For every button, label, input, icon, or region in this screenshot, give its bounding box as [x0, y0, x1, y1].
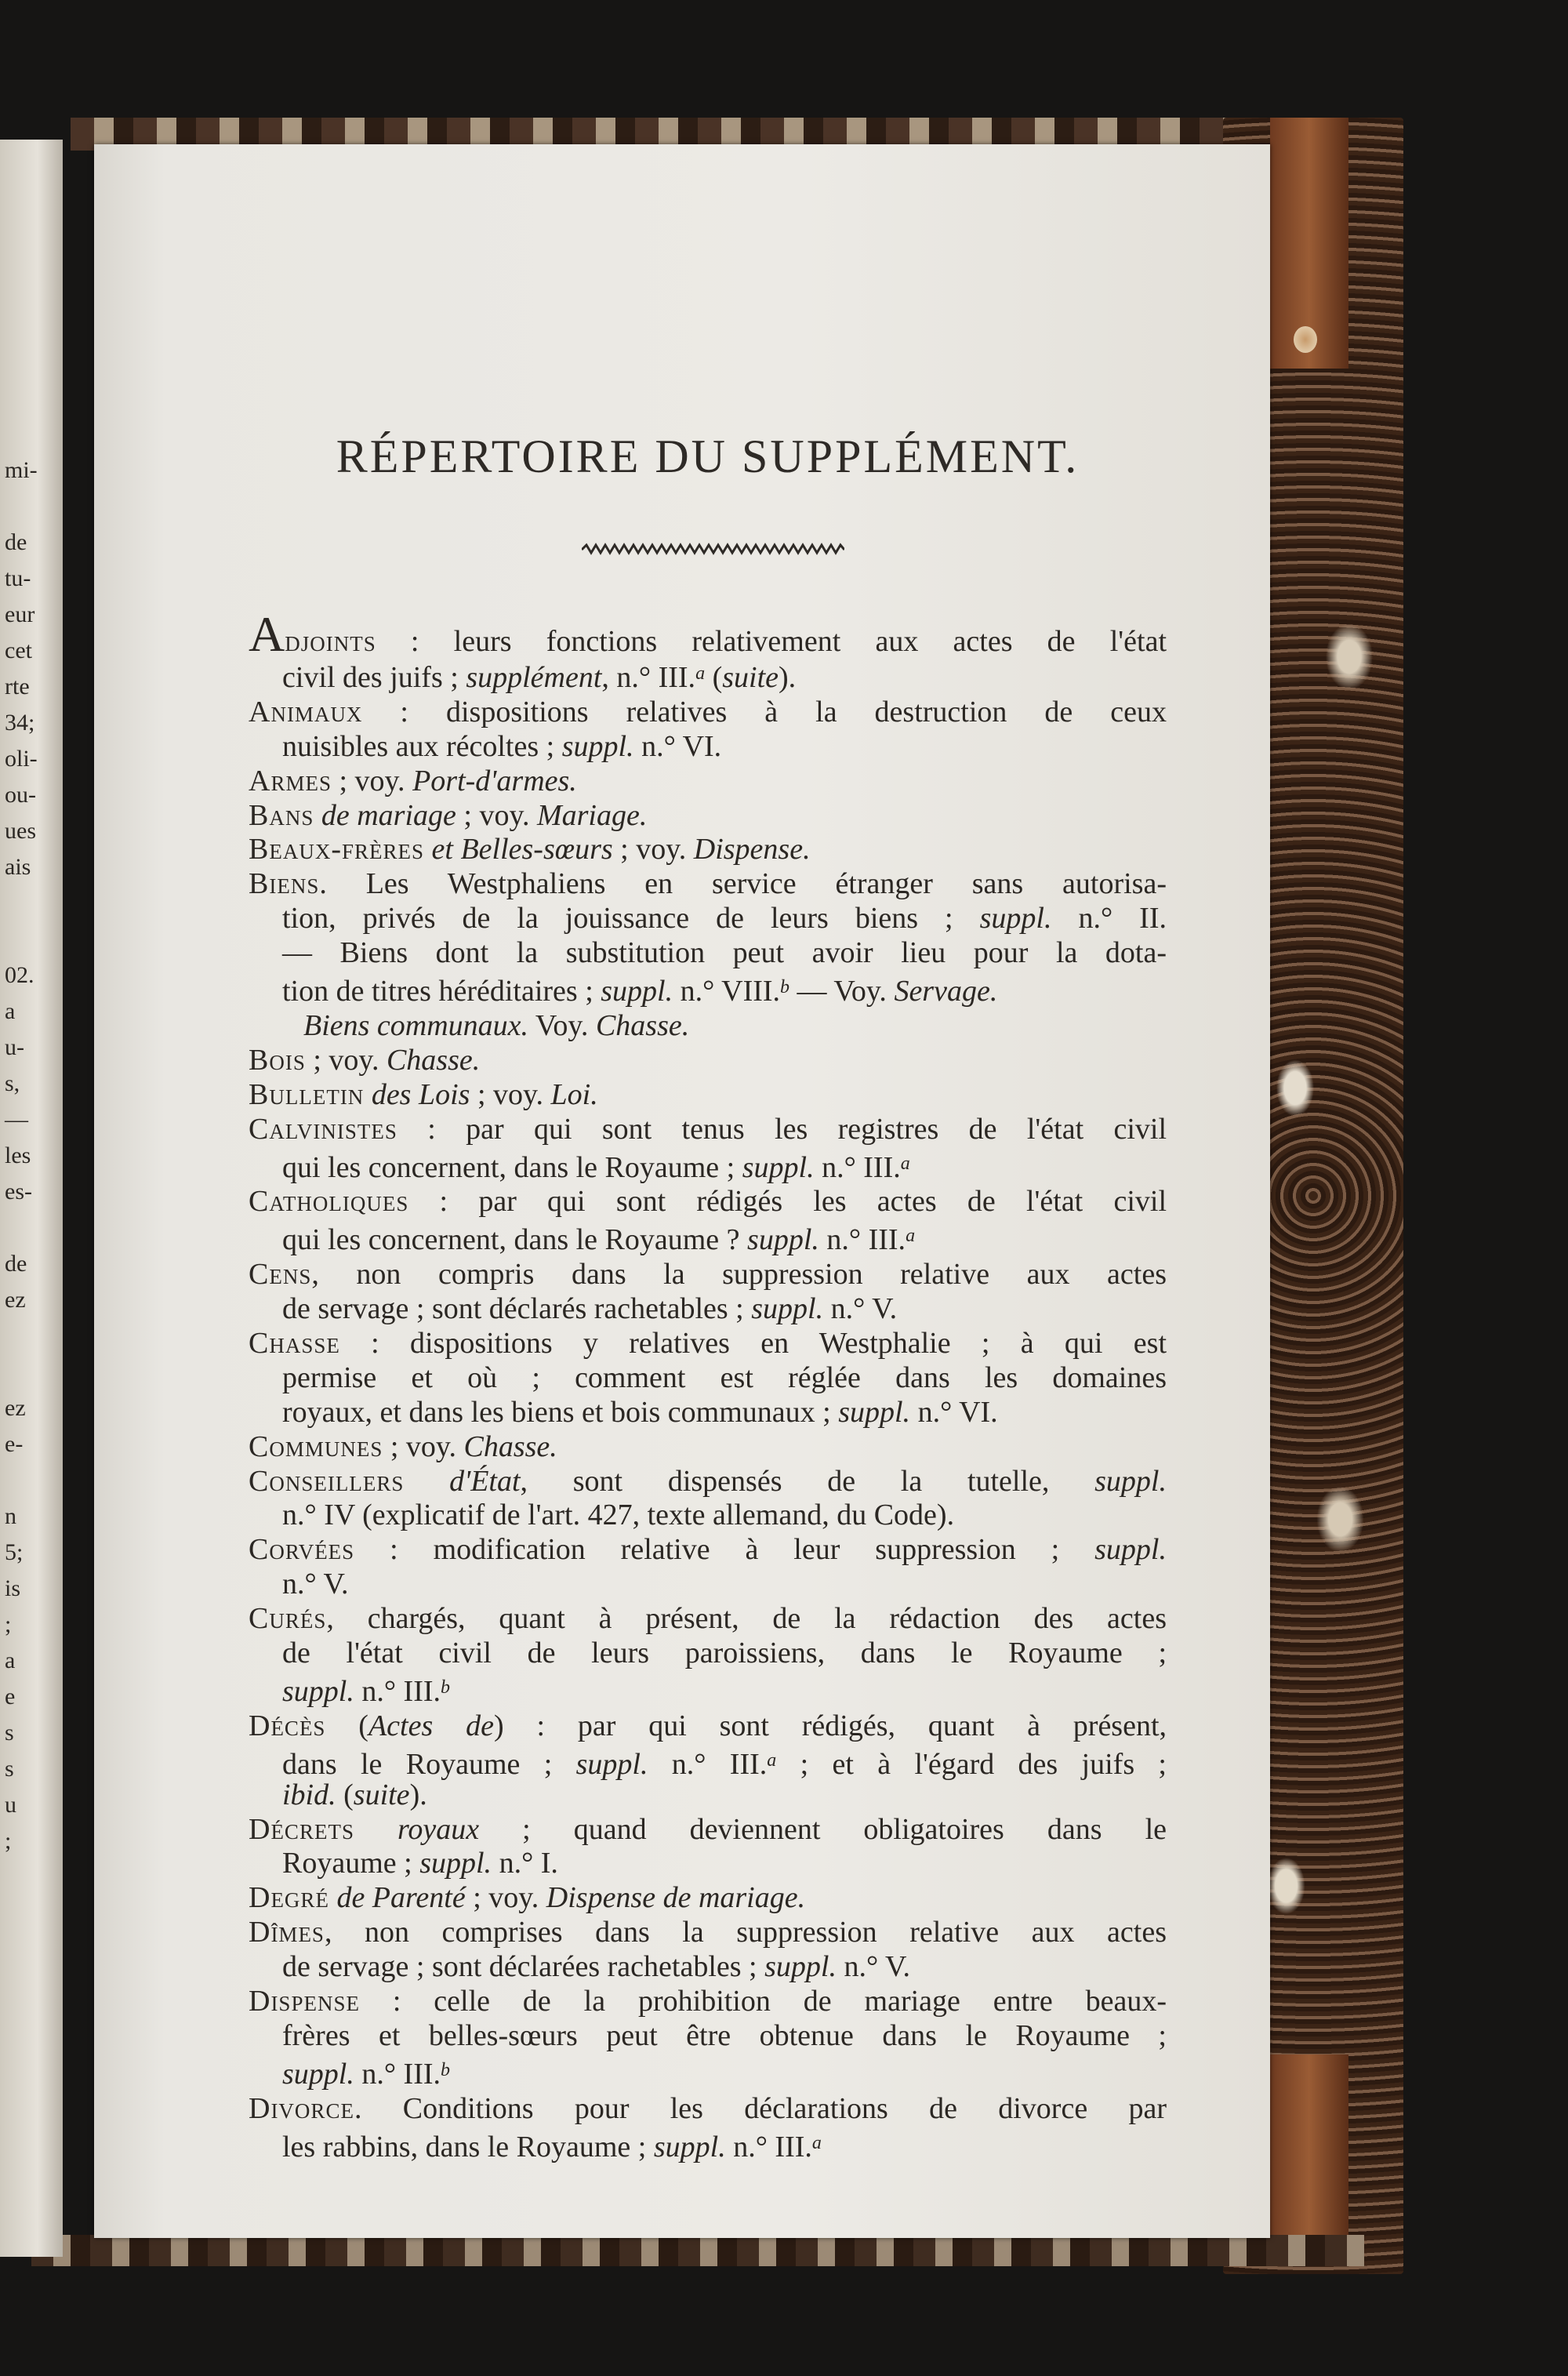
index-entry: [249, 1881, 1167, 1916]
index-entry: [249, 1258, 1167, 1327]
entry-text: des Lois: [364, 1077, 470, 1111]
entry-line: [249, 902, 1167, 936]
entry-text: a: [767, 1749, 777, 1771]
entry-text: qui les concernent, dans le Royaume ?: [282, 1223, 748, 1257]
entry-text: Port-d'armes.: [412, 764, 577, 797]
entry-text: Loi.: [550, 1077, 598, 1111]
entry-text: n.° III.: [814, 1150, 901, 1184]
entry-text: : dispositions y relatives en Westphalie ; à qui est: [339, 1327, 1167, 1360]
facing-page-fragment: ez: [5, 1287, 26, 1313]
entry-text: a: [906, 1226, 916, 1247]
entry-text: Mariage.: [536, 798, 648, 832]
entry-text: suite: [353, 1778, 410, 1811]
facing-page-fragment: u: [5, 1792, 16, 1818]
entry-text: et Belles-sœurs: [424, 833, 613, 866]
entry-heading: Bulletin: [249, 1077, 365, 1111]
entry-heading: Bans: [249, 798, 314, 832]
index-entry: [249, 1009, 1167, 1044]
entry-text: suppl.: [282, 2057, 354, 2091]
entry-line: [249, 1950, 1167, 1985]
entry-text: qui les concernent, dans le Royaume ;: [282, 1150, 742, 1184]
entry-line: [249, 1916, 1167, 1950]
entry-text: : dispositions relatives à la destruction de ceux: [362, 695, 1167, 728]
entry-heading: A: [249, 606, 285, 662]
entry-line: [249, 1219, 1167, 1258]
entry-text: ; voy.: [331, 764, 413, 797]
entry-text: permise et où ; comment est réglée dans les domaines: [282, 1361, 1167, 1394]
entry-text: Actes de: [368, 1709, 494, 1742]
entry-line: [249, 765, 1167, 799]
entry-line: [249, 1396, 1167, 1430]
entry-text: supplément: [466, 660, 602, 694]
index-entry: [249, 1813, 1167, 1882]
entry-heading: Dispense: [249, 1985, 360, 2018]
entry-text: : par qui sont tenus les registres de l'état civil: [397, 1112, 1167, 1146]
entry-text: Royaume ;: [282, 1847, 420, 1880]
index-entry: [249, 799, 1167, 834]
entry-heading: Beaux-frères: [249, 833, 425, 866]
index-entry: [249, 1044, 1167, 1078]
entry-line: [249, 1078, 1167, 1113]
entry-text: n.° VI.: [633, 729, 722, 763]
entry-heading: Curés: [249, 1602, 327, 1636]
entry-text: a: [695, 663, 706, 684]
entry-text: suppl.: [751, 1292, 824, 1326]
entry-heading: Calvinistes: [249, 1112, 397, 1146]
entry-heading: Catholiques: [249, 1185, 409, 1219]
facing-page-fragment: ais: [5, 854, 31, 880]
entry-text: : celle de la prohibition de mariage entre beaux-: [359, 1985, 1167, 2018]
entry-text: — Biens dont la substitution peut avoir lieu pour la dota-: [282, 936, 1167, 970]
entry-text: ; voy.: [383, 1430, 464, 1463]
entry-text: d'État: [404, 1464, 521, 1498]
entry-line: [249, 2019, 1167, 2054]
entry-heading: djoints: [285, 625, 376, 658]
entry-line: [249, 1533, 1167, 1568]
entry-text: b: [780, 976, 790, 997]
index-entry: [249, 1430, 1167, 1465]
entry-heading: Armes: [249, 764, 332, 797]
facing-page-fragment: e: [5, 1684, 16, 1709]
entry-text: nuisibles aux récoltes ;: [282, 729, 562, 763]
entry-text: suppl.: [419, 1847, 492, 1880]
facing-page-fragment: 02.: [5, 962, 34, 988]
entry-line: [249, 971, 1167, 1009]
entry-text: n.° I.: [492, 1847, 558, 1880]
entry-text: suppl.: [742, 1150, 815, 1184]
entry-line: [249, 1258, 1167, 1292]
facing-page-fragment: les: [5, 1143, 31, 1168]
entry-text: ).: [409, 1778, 427, 1811]
entry-text: b: [441, 1677, 451, 1698]
entry-line: [249, 936, 1167, 971]
entry-text: : par qui sont rédigés les actes de l'état civil: [408, 1185, 1167, 1219]
entry-text: . Conditions pour les déclarations de divorce par: [354, 2091, 1167, 2125]
entry-text: n.° III.: [818, 1223, 906, 1257]
page-title: RÉPERTOIRE DU SUPPLÉMENT.: [336, 431, 1080, 482]
entry-line: [249, 2054, 1167, 2092]
facing-page: [0, 140, 63, 2257]
entry-text: , sont dispensés de la tutelle,: [520, 1464, 1095, 1498]
entry-text: ; et à l'égard des juifs ;: [776, 1747, 1167, 1781]
facing-page-fragment: es-: [5, 1179, 32, 1204]
entry-text: suppl.: [575, 1747, 648, 1781]
index-entry: [249, 833, 1167, 867]
entry-heading: Décrets: [249, 1812, 354, 1846]
index-entry: [249, 1533, 1167, 1602]
entry-text: suppl.: [601, 974, 673, 1008]
entry-line: [249, 1009, 1167, 1044]
entry-line: [249, 1113, 1167, 1147]
facing-page-fragment: —: [5, 1106, 28, 1132]
entry-text: n.° II.: [1051, 902, 1167, 936]
entry-text: , n.° III.: [601, 660, 696, 694]
entry-heading: Biens: [249, 867, 320, 901]
entry-text: n.° III.: [354, 2057, 441, 2091]
entry-line: [249, 1361, 1167, 1396]
entry-heading: Dîmes: [249, 1916, 325, 1949]
entry-line: [249, 1709, 1167, 1744]
facing-page-fragment: a: [5, 998, 16, 1024]
entry-text: n.° V.: [282, 1568, 349, 1601]
entry-heading: Corvées: [249, 1533, 355, 1567]
entry-text: ; voy.: [305, 1043, 387, 1077]
entry-heading: Communes: [249, 1430, 383, 1463]
entry-text: suppl.: [979, 902, 1052, 936]
entry-text: : leurs fonctions relativement aux actes de l'état: [376, 625, 1167, 658]
entry-text: ; voy.: [470, 1077, 551, 1111]
entry-text: ) : par qui sont rédigés, quant à présent,: [493, 1709, 1167, 1742]
facing-page-fragment: 5;: [5, 1539, 24, 1565]
facing-page-fragment: ;: [5, 1828, 12, 1854]
index-entry: [249, 1113, 1167, 1186]
entry-text: n.° III.: [354, 1674, 441, 1708]
entry-line: [249, 799, 1167, 834]
entry-text: suppl.: [1094, 1464, 1167, 1498]
entry-text: , non comprises dans la suppression relative aux actes: [324, 1916, 1167, 1949]
entry-text: , non compris dans la suppression relative aux actes: [311, 1258, 1167, 1292]
index-entry: [249, 1465, 1167, 1534]
entry-text: (: [336, 1778, 354, 1811]
index-entry: [249, 606, 1167, 696]
entry-line: [249, 1881, 1167, 1916]
facing-page-fragment: de: [5, 1251, 27, 1277]
entry-text: tion de titres héréditaires ;: [282, 974, 601, 1008]
entry-text: suppl.: [653, 2130, 726, 2163]
facing-page-fragment: 34;: [5, 710, 35, 736]
entry-text: tion, privés de la jouissance de leurs biens ;: [282, 902, 980, 936]
entry-text: (: [705, 660, 723, 694]
entry-line: [249, 1185, 1167, 1219]
entry-text: royaux: [354, 1812, 480, 1846]
entry-line: [249, 2092, 1167, 2127]
index-entry: [249, 1078, 1167, 1113]
facing-page-fragment: tu-: [5, 565, 31, 591]
entry-line: [249, 1147, 1167, 1186]
entry-heading: Chasse: [249, 1327, 340, 1360]
entry-text: ibid.: [282, 1778, 336, 1811]
entry-text: dans le Royaume ;: [282, 1747, 576, 1781]
entry-line: [249, 1847, 1167, 1881]
entry-line: [249, 1292, 1167, 1327]
entry-text: b: [441, 2059, 451, 2080]
entry-text: , chargés, quant à présent, de la rédaction des actes: [326, 1602, 1167, 1636]
entry-heading: Animaux: [249, 695, 363, 728]
facing-page-fragment: s,: [5, 1070, 20, 1096]
facing-page-fragment: oli-: [5, 746, 38, 772]
entry-text: Chasse.: [463, 1430, 557, 1463]
entry-line: [249, 1044, 1167, 1078]
facing-page-fragment: ues: [5, 818, 36, 844]
index-entries: [249, 606, 1167, 2165]
entry-heading: Cens: [249, 1258, 312, 1292]
facing-page-fragment: u-: [5, 1034, 24, 1060]
entry-text: a: [811, 2132, 822, 2153]
entry-text: ; voy.: [465, 1881, 546, 1915]
paper-stain: [1294, 326, 1317, 353]
entry-line: [249, 657, 1167, 696]
entry-text: de mariage: [314, 798, 456, 832]
entry-line: [249, 1465, 1167, 1499]
facing-page-fragment: ou-: [5, 782, 36, 808]
entry-heading: Divorce: [249, 2091, 354, 2125]
entry-text: Chasse.: [386, 1043, 481, 1077]
entry-text: n.° IV (explicatif de l'art. 427, texte allemand, du Code).: [282, 1499, 955, 1532]
facing-page-fragment: is: [5, 1575, 21, 1601]
entry-line: [249, 696, 1167, 730]
entry-text: de l'état civil de leurs paroissiens, dans le Royaume ;: [282, 1637, 1167, 1670]
entry-line: [249, 1671, 1167, 1709]
entry-text: n.° V.: [823, 1292, 898, 1326]
entry-text: suppl.: [1094, 1533, 1167, 1567]
index-entry: [249, 765, 1167, 799]
decorative-rule: [582, 543, 844, 557]
entry-text: suite: [722, 660, 779, 694]
entry-heading: Degré: [249, 1881, 329, 1915]
entry-text: les rabbins, dans le Royaume ;: [282, 2130, 654, 2163]
index-entry: [249, 867, 1167, 1009]
entry-text: Chasse.: [595, 1008, 690, 1042]
facing-page-fragment: a: [5, 1648, 16, 1673]
facing-page-fragment: s: [5, 1720, 14, 1746]
facing-page-fragment: rte: [5, 674, 30, 699]
entry-line: [249, 730, 1167, 765]
facing-page-fragment: s: [5, 1756, 14, 1782]
entry-text: . Les Westphaliens en service étranger sans autorisa-: [319, 867, 1167, 901]
index-entry: [249, 1185, 1167, 1258]
entry-line: [249, 1778, 1167, 1813]
leather-spine-bottom: [1270, 2054, 1348, 2258]
entry-line: [249, 867, 1167, 902]
entry-text: suppl.: [764, 1950, 837, 1984]
entry-line: [249, 1985, 1167, 2019]
index-entry: [249, 1985, 1167, 2092]
entry-line: [249, 606, 1167, 662]
entry-text: de servage ; sont déclarés rachetables ;: [282, 1292, 752, 1326]
entry-text: — Voy.: [789, 974, 895, 1008]
facing-page-fragment: mi-: [5, 457, 38, 483]
index-entry: [249, 1327, 1167, 1430]
entry-text: Voy.: [528, 1008, 596, 1042]
marbled-bottom-edge: [31, 2235, 1364, 2266]
entry-heading: Décès: [249, 1709, 326, 1742]
index-entry: [249, 1709, 1167, 1813]
facing-page-fragment: de: [5, 529, 27, 555]
index-entry: [249, 696, 1167, 765]
entry-line: [249, 833, 1167, 867]
facing-page-fragment: n: [5, 1503, 16, 1529]
entry-text: Dispense.: [693, 833, 811, 866]
entry-text: de servage ; sont déclarées rachetables ;: [282, 1950, 765, 1984]
entry-text: Servage.: [894, 974, 998, 1008]
entry-line: [249, 1744, 1167, 1781]
entry-text: suppl.: [282, 1674, 354, 1708]
index-entry: [249, 1602, 1167, 1709]
entry-text: frères et belles-sœurs peut être obtenue dans le Royaume ;: [282, 2018, 1167, 2052]
entry-heading: Conseillers: [249, 1464, 405, 1498]
index-entry: [249, 1916, 1167, 1985]
entry-line: [249, 2127, 1167, 2165]
entry-text: royaux, et dans les biens et bois communaux ;: [282, 1395, 839, 1429]
entry-text: n.° V.: [836, 1950, 911, 1984]
entry-text: n.° VI.: [910, 1395, 998, 1429]
facing-page-fragment: ez: [5, 1395, 26, 1421]
entry-text: ; voy.: [456, 798, 537, 832]
entry-text: Dispense de mariage.: [546, 1881, 806, 1915]
entry-text: Biens communaux.: [303, 1008, 529, 1042]
index-entry: [249, 2092, 1167, 2165]
facing-page-fragment: eur: [5, 601, 35, 627]
entry-heading: Bois: [249, 1043, 306, 1077]
entry-text: n.° VIII.: [673, 974, 781, 1008]
entry-text: suppl.: [747, 1223, 819, 1257]
entry-line: [249, 1813, 1167, 1847]
entry-text: de Parenté: [328, 1881, 466, 1915]
entry-text: suppl.: [561, 729, 634, 763]
facing-page-fragment: ;: [5, 1611, 12, 1637]
entry-text: a: [900, 1153, 910, 1174]
facing-page-fragment: cet: [5, 638, 32, 663]
entry-line: [249, 1499, 1167, 1533]
entry-line: [249, 1327, 1167, 1361]
entry-text: (: [325, 1709, 368, 1742]
facing-page-fragment: e-: [5, 1431, 24, 1457]
entry-line: [249, 1568, 1167, 1602]
book-page: [94, 144, 1270, 2238]
entry-text: ; quand deviennent obligatoires dans le: [479, 1812, 1167, 1846]
entry-text: ).: [779, 660, 797, 694]
entry-text: n.° III.: [648, 1747, 768, 1781]
entry-line: [249, 1430, 1167, 1465]
entry-text: ; voy.: [612, 833, 694, 866]
entry-line: [249, 1637, 1167, 1671]
entry-text: suppl.: [838, 1395, 911, 1429]
entry-line: [249, 1602, 1167, 1637]
entry-text: n.° III.: [725, 2130, 812, 2163]
entry-text: : modification relative à leur suppression ;: [354, 1533, 1095, 1567]
entry-text: civil des juifs ;: [282, 660, 466, 694]
